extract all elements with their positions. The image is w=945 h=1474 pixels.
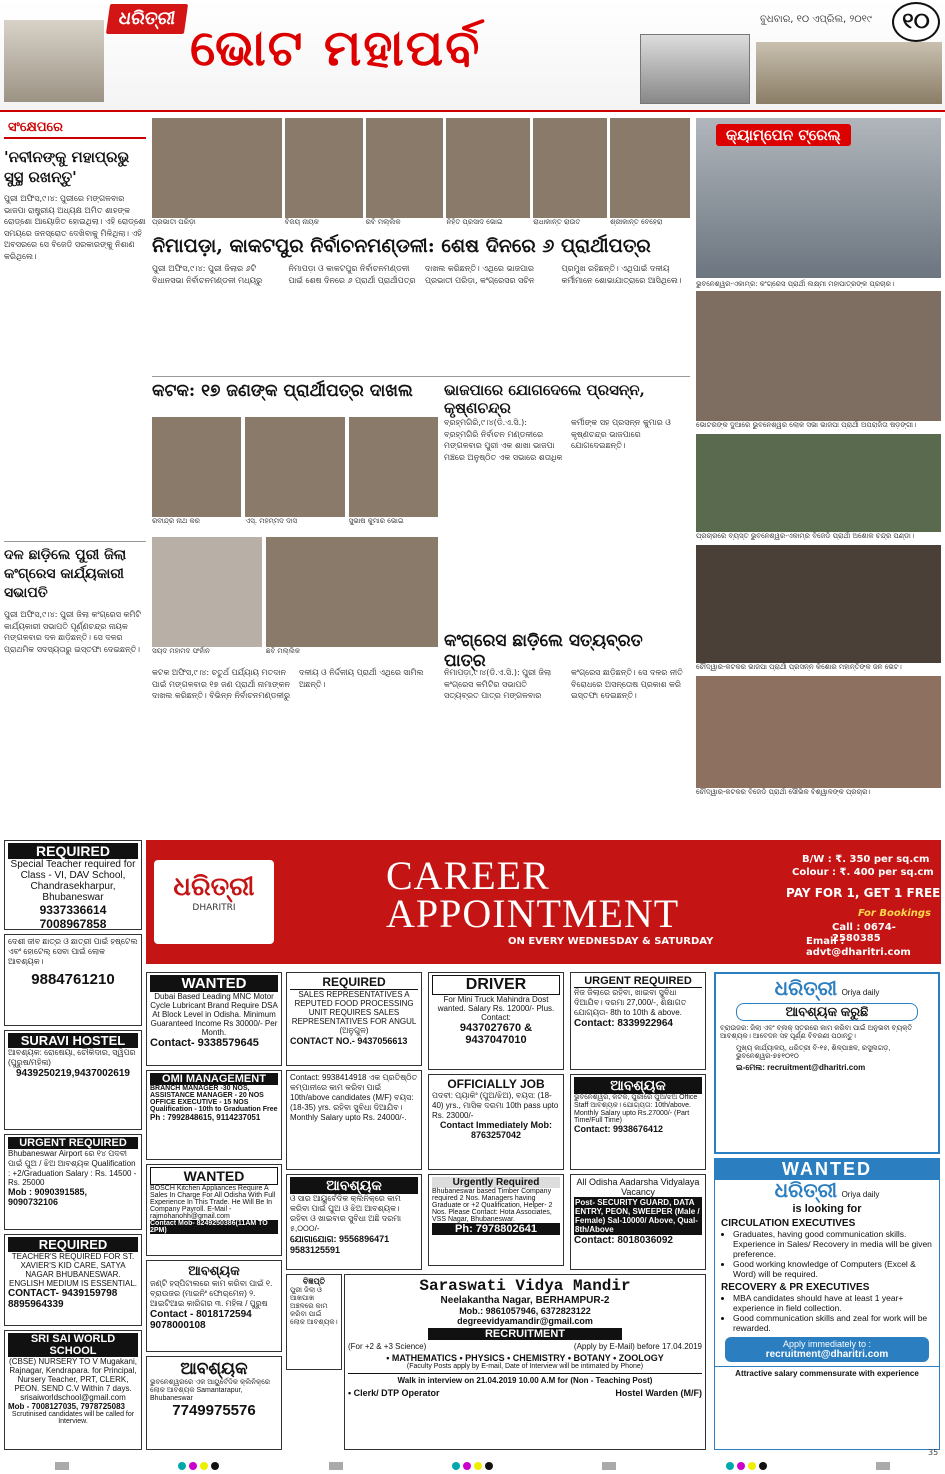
campaign-photo [696,434,941,532]
cuttack-text: କଟକ ଅଫିସ,୯।୪: ଚତୁର୍ଥ ପର୍ଯ୍ୟାୟ ମତଦାନ ପାଇଁ ମଙ୍ଗଳବାର ୧୭ ଜଣ ପ୍ରାର୍ଥୀ ନାମାଙ୍କନ ଦାଖଲ କରିଛନ୍ତି। ବିଭିନ୍ନ ନିର୍ବାଚନମଣ୍ଡଳୀରୁ ଦଳୀୟ ଓ ନିର୍ଦ୍ଦଳୀୟ ପ୍ରାର୍ଥୀ ଏଥିରେ ସାମିଲ ଅଛନ୍ତି। [152,668,424,700]
cuttack-photos-row2 [152,537,438,656]
photo-item [266,537,438,656]
dharitri-logo-row [715,1180,939,1203]
ad-food-company [286,1070,422,1170]
photo-caption: ରାଧାକାନ୍ତ ରାଉତ [533,218,581,226]
top-headline: ନିମାପଡ଼ା, କାକଟପୁର ନିର୍ବାଚନମଣ୍ଡଳୀ: ଶେଷ ଦିନରେ ୬ ପ୍ରାର୍ଥୀପତ୍ର [152,235,651,257]
ad-driver [428,972,564,1070]
photo-caption: ପ୍ରଭାତୀ ପରିଡ଼ା [152,218,196,226]
campaign-banner [696,118,941,278]
brief-text-2: ପୁରୀ ଅଫିସ,୯।୪: ପୁରୀ ଜିଲା କଂଗ୍ରେସ କମିଟି କାର୍ଯ୍ୟକାରୀ ସଭାପତି ପୂର୍ଣ୍ଣଚନ୍ଦ୍ର ନାୟକ ମଙ୍ଗଳବାର ଦଳ ଛାଡ଼ିଛନ୍ତି। ସେ ଦଳର ପ୍ରାଥମିକ ସଦସ୍ୟତାରୁ ଇସ୍ତଫା ଦେଇଛନ୍ତି। [4,610,141,654]
candidate-photo [285,118,363,218]
brief-headline-2: ଦଳ ଛାଡ଼ିଲେ ପୁରୀ ଜିଲା କଂଗ୍ରେସ କାର୍ଯ୍ୟକାରୀ ସଭାପତି [4,541,146,603]
candidate-photos [152,118,690,227]
ad-title: OMI MANAGEMENT [150,1073,278,1085]
ad-body: (CBSE) NURSERY TO V Mugakani, Rajnagar, Kendrapara. for Principal, Nursery Teacher, PRT, CLERK, PEON. SEND C.V Within 7 days. srisaiworldschool@gmail.com [9,1357,137,1402]
cuttack-photos-row1 [152,417,438,526]
school-recruitment: RECRUITMENT [428,1328,622,1340]
congress-quit-text: ନିମାପଡ଼ା,୯।୪(ଡି.ଏ.ସି.): ପୁରୀ ଜିଲା କଂଗ୍ରେସ କମିଟିର ସଭାପତି ସତ୍ୟବ୍ରତ ପାତ୍ର ମଙ୍ଗଳବାର କଂଗ୍ରେସ ଛାଡ଼ିଛନ୍ତି। ସେ ଦଳର ନୀତି ବିରୋଧରେ ଅସନ୍ତୋଷ ପ୍ରକାଶ କରି ଇସ୍ତଫା ଦେଇଛନ୍ତି। [444,668,683,700]
candidate-photo [533,118,607,218]
ad-title: ଆବଶ୍ୟକ [188,1263,240,1278]
school-post-clerk: • Clerk/ DTP Operator [348,1388,440,1398]
career-logo-box [154,860,274,944]
ad-dharitri-required [714,972,940,1154]
role-heading-1: CIRCULATION EXECUTIVES [721,1218,856,1229]
dharitri-logo: ଧରିତ୍ରୀ [774,1180,838,1202]
candidate-photo [446,118,530,218]
bjp-join-headline: ଭାଜପାରେ ଯୋଗଦେଲେ ପ୍ରସନ୍ନ, କୃଷ୍ଣଚନ୍ଦ୍ର [444,381,645,417]
school-mobile: Mob.: 9861057946, 6372823122 [459,1306,591,1316]
ad-title: ଆବଶ୍ୟକ [290,1177,418,1194]
school-apply: (Apply by E-Mail) before 17.04.2019 [573,1342,702,1351]
ad-title: REQUIRED [8,843,138,859]
congress-quit-headline: କଂଗ୍ରେସ ଛାଡ଼ିଲେ ସତ୍ୟବ୍ରତ ପାତ୍ର [444,625,690,671]
role-list-2 [715,1293,939,1333]
campaign-caption: ଭୁବନେଶ୍ୱର-ଏକାମ୍ର: କଂଗ୍ରେସ ପ୍ରାର୍ଥୀ ଲକ୍ଷ୍ମୀ ମହାପାତ୍ରଙ୍କ ପ୍ରଚାର। [696,280,895,288]
evm-image [640,34,750,104]
ad-body: Post- SECURITY GUARD, DATA ENTRY, PEON, SWEEPER (Male / Female) Sal-10000/ Above, Qual-8th/Above [574,1197,702,1235]
photo-caption: ନିହିତ ପ୍ରସାଦ ଭୋଇ [446,218,503,226]
career-schedule: ON EVERY WEDNESDAY & SATURDAY [508,936,714,947]
ad-omi-management [146,1070,282,1160]
mid-stories [152,376,690,828]
ad-urgent-required [570,972,706,1070]
ad-saraswati-vidya-mandir [344,1274,706,1450]
ad-phone: Contact Mob- 8249250386(11AM TO 2PM) [150,1220,278,1234]
campaign-caption: ଚୌଦ୍ୱାର-କଟକର ଭାଜପା ପ୍ରାର୍ଥୀ ପ୍ରସନ୍ନ କିଶୋର ମହାନ୍ତିଙ୍କ ଜନ ଭେଟ। [696,663,902,671]
school-subjects: • MATHEMATICS • PHYSICS • CHEMISTRY • BOTANY • ZOOLOGY [386,1353,664,1363]
ad-hostel-staff [4,934,142,1026]
school-walkin: Walk in interview on 21.04.2019 10.00 A.M for (Non - Teaching Post) [348,1373,702,1385]
photo-caption: ରବୀନ୍ଦ୍ର ନାଥ କର [152,517,200,525]
ad-phone: 9337336614 7008967858 [39,903,107,930]
ad-phone: CONTACT NO.- 9437056613 [290,1036,408,1046]
career-booking-label: For Bookings [858,908,932,919]
requirement-item: • Graduates, having good communication skills. Experience in Sales/ Recovery in media will be given preference. [733,1229,933,1259]
ad-title: REQUIRED [8,1237,138,1252]
ad-phone: 7749975576 [172,1402,256,1419]
photo-item [533,118,607,227]
candidate-photo [266,537,438,647]
dharitri-sub: Oriya daily [841,988,880,997]
ad-body: BRANCH MANAGER -30 NOS, ASSISTANCE MANAGER - 20 NOS OFFICE EXECUTIVE - 15 NOS Qualification - 10th to Graduation Free [150,1085,278,1113]
ad-body: Dubai Based Leading MNC Motor Cycle Lubricant Brand Require DSA At Block Level in Odisha. Minimum Guaranteed Income Rs 30000/- Per Month. [150,992,278,1037]
campaign-caption: ଚୌଦ୍ୱାର-କଟକର ବିଜେଡି ପ୍ରାର୍ଥୀ ସୌଭିକ ବିଶ୍ୱାଳଙ୍କ ପ୍ରଚାର। [696,788,871,796]
registration-mark [178,1462,219,1470]
photo-item [245,417,344,526]
ad-title: WANTED [150,975,278,992]
campaign-title: କ୍ୟାମ୍ପେନ ଟ୍ରେଲ୍ [716,124,851,146]
ad-phone: Ph : 7992848615, 9114237051 [150,1113,261,1122]
ad-body: ଜଣ୍ଟି ହସ୍ପିଟାଲରେ କାମ କରିବା ପାଇଁ ୧. ବ୍ରାଉଜର (ମାଇନିଂ ଫୋର୍‌ମେନ) ୨. ଆଇଟିଆଇ କାରିଗର ୩. ମହିଳା / ପୁରୁଷ [150,1279,273,1308]
ad-body: Special Teacher required for Class - VI, DAV School, Chandrasekharpur, Bhubaneswar [10,859,136,903]
photo-caption: ବିଜୟ ନାୟକ [284,218,319,226]
ad-title: WANTED [150,1167,278,1185]
photo-item [610,118,690,227]
ad-title: Urgently Required [432,1177,560,1188]
registration-mark [602,1462,616,1470]
ad-sri-sai-school [4,1330,142,1450]
school-email: degreevidyamandir@gmail.com [457,1316,593,1326]
candidate-photo [349,417,438,517]
candidate-photo [152,537,262,647]
ad-body: ଭୁବନେଶ୍ୱରରେ ଏକ ଆୟୁର୍ବେଦିକ କ୍ଲିନିକ୍‌ରେ ଲୋକ ଆବଶ୍ୟକ Samantarapur, Bhubaneswar [150,1379,271,1402]
requirement-item: • MBA candidates should have at least 1 year+ experience in field collection. [733,1293,933,1313]
ad-body: ଆବଶ୍ୟକ: ରୋଷେୟା, ଚୌକିଦାର, ସ୍ୱିପର (ପୁରୁଷ/ମହିଳା) [8,1048,136,1067]
ad-hospital-staff [146,1260,282,1352]
photo-item [285,118,363,227]
career-title-2: APPOINTMENT [386,891,680,936]
ad-body: ଓ ସାର ଆୟୁର୍ବେଦିକ କ୍ଲିନିକ୍‌ରେ କାମ କରିବା ପାଇଁ ପୁଅ ଓ ଝିଅ ଆବଶ୍ୟକ। ରହିବା ଓ ଖାଇବାର ସୁବିଧା ଅଛି ଦରମା ୫,୦୦୦/- [290,1194,402,1233]
career-logo-sub: DHARITRI [192,903,236,913]
registration-mark [726,1462,767,1470]
ad-phone: Contact - 8018172594 9078000108 [150,1309,252,1331]
registration-mark [452,1462,493,1470]
ad-body: ପଦବୀ: ପ୍ୟାକିଂ (ପୁଅ/ଝିଅ), ବୟସ: (18-40) yrs., ମାସିକ ଦରମା 10th pass upto Rs. 23000/- [432,1091,559,1120]
print-page-code: 35 [928,1448,939,1457]
wanted-title: WANTED [715,1159,939,1180]
ad-body: Bhubaneswar Airport ରେ ୧୪ ପଦବୀ ପାଇଁ ପୁଅ / ଝିଅ ଆବଶ୍ୟକ Qualification : +2/Graduation Salary : Rs. 14500 - Rs. 25000 [8,1149,137,1187]
rate-bw: B/W : ₹. 350 per sq.cm [802,854,930,865]
dharitri-logo-row [716,978,938,1001]
campaign-caption: ପ୍ରଚାରରେ ବ୍ୟସ୍ତ ଭୁବନେଶ୍ୱର-ଏକାମ୍ର ବିଜେଡି ପ୍ରାର୍ଥୀ ଅଶୋକ ଚନ୍ଦ୍ର ପଣ୍ଡା। [696,532,914,540]
role-heading-2: RECOVERY & PR EXECUTIVES [721,1282,870,1293]
apply-email: recruitment@dharitri.com [765,1349,889,1360]
brief-section [4,118,146,828]
brief-text-1: ପୁରୀ ଅଫିସ,୯।୪: ପୁରୀରେ ମଙ୍ଗଳବାର ଭାଜପା ରାଷ୍ଟ୍ରୀୟ ଅଧ୍ୟକ୍ଷ ଅମିତ ଶାହଙ୍କ ରୋଡ୍‌ଶୋ ଆୟୋଜିତ ହୋଇଥିଲା। ଏହି ରୋଡ୍‌ଶୋ ସମୟରେ ଜନସ୍ରୋତ ଦେଖିବାକୁ ମିଳିଥିଲା। ଏହି ଅବସରରେ ସେ ବିଜେଡି ସରକାରଙ୍କୁ ନିଶାଣ କରିଥିଲେ। [4,194,146,261]
ad-body: BOSCH Kitchen Appliances Require A Sales In Charge For All Odisha With Full Experience In This Trade. He Will Be In Company Payroll. E-Mail - rajmohanohh@gmail.com [150,1185,276,1220]
career-call: Call : 0674-2580385 [832,922,896,944]
ad-title: All Odisha Aadarsha Vidyalaya Vacancy [576,1177,700,1197]
dharitri-email: ଇ-ମେଲ: recruitment@dharitri.com [736,1063,866,1072]
ad-phone: 9439250219,9437002619 [15,1068,130,1079]
page-title: ଭୋଟ ମହାପର୍ବ [190,18,482,77]
ad-phone: Mob - 7008127035, 7978725083 [8,1402,125,1411]
page-number: ୧୦ [892,2,940,42]
ad-title: SURAVI HOSTEL [8,1033,138,1048]
apply-label: Apply immediately to : [782,1339,872,1349]
ad-body: ପୁରୀ ଜିଲା ଓ ଆଖପାଖ ଅଞ୍ଚଳରେ କାମ କରିବା ପାଇଁ ଲୋକ ଆବଶ୍ୟକ। [290,1287,338,1326]
photo-caption: ସୁଭାଷ କୁମାର ଭୋଇ [348,517,404,525]
brief-headline-1: 'ନବୀନଙ୍କୁ ମହାପ୍ରଭୁ ସୁସ୍ଥ ରଖନ୍ତୁ' [4,148,130,186]
photo-caption: ଏସ୍. ମହମ୍ମଦ ଦାସ [245,517,298,525]
ad-special-teacher [4,840,142,930]
ad-title: DRIVER [432,975,560,995]
dharitri-logo: ଧରିତ୍ରୀ [774,978,838,1000]
ad-phone: CONTACT- 9439159798 8895964339 [8,1288,118,1310]
ad-title: ଆବଶ୍ୟକ [180,1359,248,1378]
section-label: ସଂକ୍ଷେପରେ [4,118,146,139]
ad-title: REQUIRED [290,975,418,990]
ad-notice [286,1274,342,1370]
role-list-1 [715,1229,939,1279]
photo-item [152,118,282,227]
bjp-join-text: ବ୍ରହ୍ମଗିରି,୯।୪(ଡି.ଏ.ସି.): ବ୍ରହ୍ମଗିରି ନିର୍ବାଚନ ମଣ୍ଡଳୀରେ ମଙ୍ଗଳବାର ପୁରୀ ଏକ ଶାଖା ଭାଜପା ମଞ୍ଚରେ ଅନୁଷ୍ଠିତ ଏକ ସଭାରେ ଶତାଧିକ କର୍ମୀଙ୍କ ସହ ପ୍ରସନ୍ନ କୁମାର ଓ କୃଷ୍ଣଚନ୍ଦ୍ର ଭାଜପାରେ ଯୋଗଦେଇଛନ୍ତି। [444,418,671,462]
requirement-item: • Good working knowledge of Computers (Excel & Word) will be required. [733,1259,933,1279]
candidate-photo [245,417,344,517]
photo-caption: ଶ୍ରୀକାନ୍ତ ବେହେରା [610,218,663,226]
ad-phone: Mob : 9090391585, 9090732106 [8,1187,88,1207]
career-title-1: CAREER [386,853,550,898]
requirement-item: • Good communication skills and zeal for work will be rewarded. [733,1313,933,1333]
campaign-photo [696,291,941,421]
campaign-caption: ଭୋଟରଙ୍କ ଦୁଆରେ ଭୁବନେଶ୍ୱର ଲୋକ ସଭା ଭାଜପା ପ୍ରାର୍ଥୀ ଅପରାଜିତା ଷଡ଼ଙ୍ଗୀ। [696,421,917,429]
cuttack-headline: କଟକ: ୧୭ ଜଣଙ୍କ ପ୍ରାର୍ଥୀପତ୍ର ଦାଖଲ [152,381,413,401]
ad-title: SRI SAI WORLD SCHOOL [8,1333,138,1357]
photo-caption: ସୟଦ ମହାମଦ ଫର୍ହାନ [152,647,210,655]
candidate-photo [610,118,690,218]
career-logo: ଧରିତ୍ରୀ [173,872,255,902]
photo-caption: ରବି ମଲ୍ଲିକ [365,218,401,226]
career-email: Email : advt@dharitri.com [806,936,911,958]
ad-bosch-sales [146,1164,282,1256]
ad-phone: Ph: 7978802641 [432,1223,560,1235]
photo-item [446,118,530,227]
ad-body: TEACHER'S REQUIRED FOR ST. XAVIER'S KID CARE, SATYA NAGAR BHUBANESWAR. ENGLISH MEDIUM IS ESSENTIAL. [8,1252,138,1288]
ad-phone: 9884761210 [31,971,115,988]
ad-phone: Contact: 8339922964 [574,1018,673,1029]
dharitri-required-body: ବ୍ରାଉଜର: ଜିଲା ଏବଂ ବ୍ଲକ୍ ସ୍ତରରେ କାମ କରିବା ପାଇଁ ଅନୁଭବୀ ବ୍ୟକ୍ତି ଆବଶ୍ୟକ। ଆବେଦନ ସହ ପୂର୍ଣ୍ଣ ବିବରଣୀ ପଠାନ୍ତୁ। [720,1025,913,1040]
ad-office-staff [570,1074,706,1170]
ad-title: ବିଜ୍ଞପ୍ତି [302,1277,326,1286]
ad-title: URGENT REQUIRED [8,1137,138,1149]
top-text: ପୁରୀ ଅଫିସ,୯।୪: ପୁରୀ ଜିଲାର ୬ଟି ବିଧାନସଭା ନିର୍ବାଚନମଣ୍ଡଳୀ ମଧ୍ୟରୁ ନିମାପଡ଼ା ଓ କାକଟପୁର ନିର୍ବାଚନମଣ୍ଡଳୀ ପାଇଁ ଶେଷ ଦିନରେ ୬ ପ୍ରାର୍ଥୀ ପ୍ରାର୍ଥୀପତ୍ର ଦାଖଲ କରିଛନ୍ତି। ଏଥିରେ ଭାଜପାର ପ୍ରଭାତୀ ପରିଡ଼ା, କଂଗ୍ରେସର ସଚିନ ପ୍ରମୁଖ ରହିଛନ୍ତି। ଏଥିପାଇଁ ଦଳୀୟ କର୍ମୀମାନେ ଶୋଭାଯାତ୍ରାରେ ଆସିଥିଲେ। [152,264,682,285]
ad-phone: ଯୋଗାଯୋଗ: 9556896471 9583125591 [290,1234,390,1255]
ad-adarsha-vidyalaya [570,1174,706,1270]
registration-mark [329,1462,343,1470]
photo-item [349,417,438,526]
campaign-photo [696,545,941,663]
parliament-image [756,42,942,104]
candidate-photo [152,417,241,517]
school-address: Neelakantha Nagar, BERHAMPUR-2 [440,1295,610,1306]
ad-ayurvedic-staff [286,1174,422,1270]
campaign-trail [696,118,941,828]
career-banner [146,840,941,964]
candidate-photo [366,118,444,218]
school-row [348,1342,702,1351]
ad-sales-representatives [286,972,422,1066]
ad-suravi-hostel [4,1030,142,1130]
ad-timber-company [428,1174,564,1266]
ad-phone: 9437027670 & 9437047010 [459,1022,533,1046]
school-name: Saraswati Vidya Mandir [419,1277,631,1295]
ad-body: Contact: 9938414918 ଏକ ପ୍ରତିଷ୍ଠିତ କମ୍ପାନୀରେ କାମ କରିବା ପାଇଁ 10th/above candidates (M/F) ବୟସ: (18-35) yrs. ରହିବା ସୁବିଧା ଦିଆଯିବ। Monthly Salary upto Rs. 24000/-. [290,1073,418,1122]
photo-item [366,118,444,227]
ad-airport-jobs [4,1134,142,1230]
issue-date: ବୁଧବାର, ୧୦ ଏପ୍ରିଲ, ୨୦୧୯ [760,14,872,25]
ad-phone: Contact- 9338579645 [150,1037,259,1049]
ad-teachers-required [4,1234,142,1326]
dharitri-sub: Oriya daily [841,1190,880,1199]
ad-ayurvedic-clinic [146,1356,282,1450]
school-stream: (For +2 & +3 Science) [348,1342,427,1351]
ad-title: ଆବଶ୍ୟକ [574,1077,702,1094]
salary-note: Attractive salary commensurate with experience [715,1366,939,1378]
looking-for: is looking for [792,1203,862,1215]
ad-body: Bhubaneswar based Timber Company required 2 Nos. Managers having Graduate or +2 Qualification, Helper- 2 Nos. Please Contact: Hota Associates, VSS Nagar, Bhubaneswar. [432,1188,553,1223]
ad-phone: Contact: 9938676412 [574,1124,664,1134]
registration-mark [876,1462,890,1470]
candidate-photo [152,118,282,218]
dharitri-address: ମୁଖ୍ୟ କାର୍ଯ୍ୟାଳୟ, ଧରିତ୍ରୀ ବି-୧୫, ଶିଳ୍ପାଞ୍ଚଳ, ରସୁଲଗଡ଼, ଭୁବନେଶ୍ୱର-୭୫୧୦୧୦ [736,1045,891,1060]
ad-body: ନିଜ ଜିଲାରେ ରହିବା, ଖାଇବା ସୁବିଧା ଦିଆଯିବ। ଦରମା 27,000/-, ଶିକ୍ଷାଗତ ଯୋଗ୍ୟତା- 8th to 10th & above. [574,988,687,1017]
ad-body: For Mini Truck Mahindra Dost wanted. Salary Rs. 12000/- Plus. Contact: [437,995,555,1022]
ad-body: ଭୁବନେଶ୍ୱର, କଟକ, ପୁରୀରେ ପୁଅ/ଝିଅ Office Staff ଆବଶ୍ୟକ। ଯୋଗ୍ୟତା: 10th/above. Monthly Salary upto Rs.27000/- (Part Time/Full Time) [574,1094,698,1124]
registration-mark [55,1462,69,1470]
campaign-photo [696,676,941,788]
ad-dharitri-wanted [714,1158,940,1450]
top-story [152,118,690,368]
ad-note: Scrutinised candidates will be called for Interview. [11,1411,135,1425]
dharitri-required-title: ଆବଶ୍ୟକ କରୁଛି [736,1003,918,1021]
school-posts [348,1388,702,1398]
ad-phone: Contact Immediately Mob: 8763257042 [439,1120,552,1140]
newspaper-logo: ଧରିତ୍ରୀ [106,4,188,34]
masthead [0,0,945,112]
photo-caption: ଛବି ମଲ୍ଲିକ [266,647,301,655]
ad-official-job [428,1074,564,1170]
ad-lubricant-dsa [146,972,282,1066]
school-post-warden: Hostel Warden (M/F) [615,1388,702,1398]
ad-title: URGENT REQUIRED [574,975,702,988]
photo-item [152,537,262,656]
rate-colour: Colour : ₹. 400 per sq.cm [792,867,934,878]
ad-phone: Contact: 8018036092 [574,1235,673,1246]
photo-item [152,417,241,526]
ad-title: OFFICIALLY JOB [447,1077,545,1091]
ad-body: SALES REPRESENTATIVES A REPUTED FOOD PROCESSING UNIT REQUIRES SALES REPRESENTATIVES FOR ANGUL (ଅନୁଗୁଳ) [291,990,417,1035]
school-faculty-note: (Faculty Posts apply by E-mail, Date of Interview will be intimated by Phone) [406,1363,644,1370]
assembly-building-image [4,20,104,102]
ad-body: ଦେଶୀ ଜୀବ ଛାତ୍ର ଓ ଛାତ୍ରୀ ପାଇଁ ହଷ୍ଟେଲ ଏବଂ ହୋଟେଲ୍ ସେବା ପାଇଁ ଲୋକ ଆବଶ୍ୟକ। [8,937,138,966]
print-registration-bar [0,1458,945,1474]
apply-box [725,1337,929,1362]
career-offer: PAY FOR 1, GET 1 FREE [786,886,941,900]
